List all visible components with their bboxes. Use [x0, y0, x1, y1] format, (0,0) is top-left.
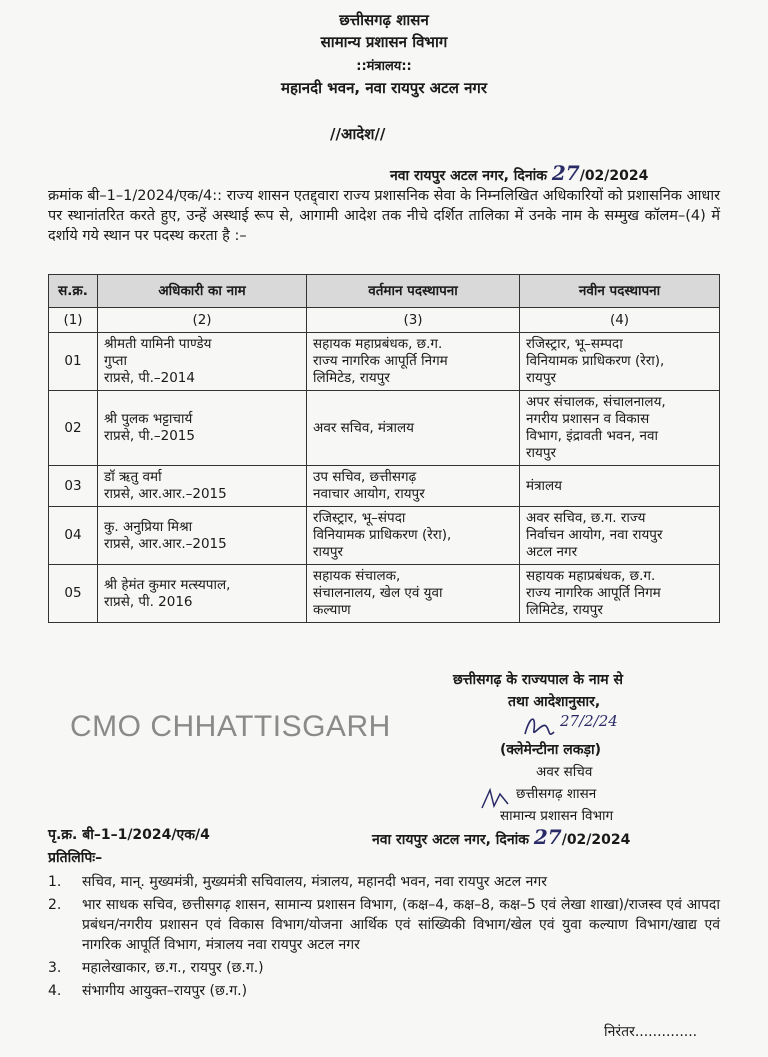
current-posting-cell	[307, 565, 520, 623]
current-posting-cell	[307, 333, 520, 391]
col-header-officer: अधिकारी का नाम	[98, 275, 307, 308]
copy-to-list	[48, 872, 720, 1004]
officer-name-cell	[98, 565, 307, 623]
column-number-row	[49, 308, 720, 333]
officer-name-cell-line: श्रीमती यामिनी पाण्डेय	[104, 336, 212, 352]
copy-to-item	[48, 895, 720, 955]
copy-to-item	[48, 958, 720, 978]
copy-to-number: 4.	[48, 983, 62, 999]
office-address: महानदी भवन, नवा रायपुर अटल नगर	[280, 79, 488, 97]
posting-table	[48, 274, 720, 623]
table-header-row	[49, 275, 720, 308]
new-posting-cell-line: लिमिटेड, रायपुर	[526, 602, 603, 618]
new-posting-cell-line: सहायक महाप्रबंधक, छ.ग.	[526, 568, 656, 584]
officer-name-cell	[98, 466, 307, 507]
officer-name-cell-line: श्री पुलक भट्टाचार्य	[104, 411, 193, 427]
officer-name-cell-line: राप्रसे, पी.–2014	[104, 370, 195, 386]
new-posting-cell	[520, 507, 720, 565]
table-row	[49, 333, 720, 391]
new-posting-cell-line: रजिस्ट्रार, भू–सम्पदा	[526, 336, 623, 352]
officer-name-cell-line: डॉ ऋतु वर्मा	[104, 469, 162, 485]
copy-to-number: 1.	[48, 874, 62, 890]
new-posting-cell-line: अवर सचिव, छ.ग. राज्य	[526, 510, 646, 526]
current-posting-cell-line: रायपुर	[313, 544, 344, 560]
col-number: (3)	[307, 308, 520, 333]
new-posting-cell-line: रायपुर	[526, 370, 557, 386]
current-posting-cell-line: राज्य नागरिक आपूर्ति निगम	[313, 353, 448, 369]
governor-authority-line: छत्तीसगढ़ के राज्यपाल के नाम से	[453, 672, 623, 688]
copy-to-heading: प्रतिलिपिः–	[48, 850, 103, 866]
order-reference: क्रमांक बी–1–1/2024/एक/4::	[48, 188, 223, 204]
officer-name-cell-line: राप्रसे, पी. 2016	[104, 593, 193, 610]
order-dateline	[390, 161, 648, 185]
copy-to-number: 3.	[48, 960, 62, 976]
current-posting-cell-line: कल्याण	[313, 602, 351, 618]
new-posting-cell-line: राज्य नागरिक आपूर्ति निगम	[526, 585, 661, 601]
table-row	[49, 466, 720, 507]
officer-designation: अवर सचिव	[536, 764, 593, 780]
current-posting-cell	[307, 391, 520, 466]
copy-to-number: 2.	[48, 897, 62, 913]
current-posting-cell-line: सहायक महाप्रबंधक, छ.ग.	[313, 336, 443, 352]
col-header-current-posting: वर्तमान पदस्थापना	[307, 275, 520, 308]
order-authority-line: तथा आदेशानुसार,	[508, 694, 601, 710]
new-posting-cell	[520, 466, 720, 507]
row-serial-number: 03	[49, 466, 98, 507]
row-serial-number: 01	[49, 333, 98, 391]
row-serial-number: 05	[49, 565, 98, 623]
new-posting-cell-line: विनियामक प्राधिकरण (रेरा),	[526, 353, 665, 369]
dateline-day: 27	[551, 161, 580, 185]
endorsement-month-year: /02/2024	[561, 832, 631, 848]
current-posting-cell-line: अवर सचिव, मंत्रालय	[313, 419, 414, 436]
table-row	[49, 565, 720, 623]
officer-department: सामान्य प्रशासन विभाग	[500, 808, 614, 824]
watermark: CMO CHHATTISGARH	[70, 710, 391, 743]
table-row	[49, 507, 720, 565]
copy-to-text: महालेखाकार, छ.ग., रायपुर (छ.ग.)	[82, 960, 264, 976]
officer-name-cell	[98, 507, 307, 565]
current-posting-cell-line: रजिस्ट्रार, भू–संपदा	[313, 510, 406, 526]
order-body-text: राज्य शासन एतद्द्वारा राज्य प्रशासनिक सेवा के निम्नलिखित अधिकारियों को प्रशासनिक आधार पर स्थानांतरित करते हुए, उन्हें अस्थाई रूप से, आगामी आदेश तक नीचे दर्शित तालिका में उनके नाम के सम्मुख कॉलम–(4) में दर्शाये गये स्थान पर पदस्थ करता है :–	[48, 188, 721, 244]
col-number: (2)	[98, 308, 307, 333]
current-posting-cell-line: संचालनालय, खेल एवं युवा	[313, 585, 443, 601]
dateline-month-year: /02/2024	[579, 168, 649, 184]
new-posting-cell-line: निर्वाचन आयोग, नवा रायपुर	[526, 527, 663, 543]
officer-name: (क्लेमेन्टीना लकड़ा)	[500, 742, 601, 758]
copy-to-text: भार साधक सचिव, छत्तीसगढ़ शासन, सामान्य प्रशासन विभाग, (कक्ष–4, कक्ष–8, कक्ष–5 एवं लेखा शाखा)/राजस्व एवं आपदा प्रबंधन/नगरीय प्रशासन एवं विकास विभाग/योजना आर्थिक एवं सांख्यिकी विभाग/खेल एवं युवा कल्याण विभाग/खाद्य एवं नागरिक आपूर्ति विभाग, मंत्रालय नवा रायपुर अटल नगर	[82, 897, 720, 953]
new-posting-cell	[520, 333, 720, 391]
endorsement-dateline	[372, 825, 630, 849]
current-posting-cell-line: सहायक संचालक,	[313, 568, 401, 584]
officer-name-cell-line: गुप्ता	[104, 353, 127, 369]
copy-to-text: संभागीय आयुक्त–रायपुर (छ.ग.)	[82, 983, 248, 999]
new-posting-cell-line: अटल नगर	[526, 544, 578, 560]
order-title: //आदेश//	[330, 125, 386, 143]
officer-name-cell-line: राप्रसे, आर.आर.–2015	[104, 535, 227, 552]
col-header-new-posting: नवीन पदस्थापना	[520, 275, 720, 308]
officer-name-cell-line: राप्रसे, पी.–2015	[104, 428, 195, 444]
department-name: सामान्य प्रशासन विभाग	[320, 33, 448, 51]
officer-government: छत्तीसगढ़ शासन	[516, 786, 597, 802]
gov-name: छत्तीसगढ़ शासन	[339, 11, 429, 29]
new-posting-cell-line: विभाग, इंद्रावती भवन, नवा	[526, 428, 659, 444]
new-posting-cell	[520, 565, 720, 623]
copy-to-item	[48, 872, 720, 892]
officer-name-cell-line: राप्रसे, आर.आर.–2015	[104, 486, 227, 502]
continued-marker: निरंतर..............	[604, 1024, 698, 1040]
col-number: (1)	[49, 308, 98, 333]
current-posting-cell-line: उप सचिव, छत्तीसगढ़	[313, 469, 417, 485]
new-posting-cell-line: अपर संचालक, संचालनालय,	[526, 394, 666, 410]
officer-name-cell-line: श्री हेमंत कुमार मत्स्यपाल,	[104, 576, 231, 593]
new-posting-cell-line: रायपुर	[526, 445, 557, 461]
new-posting-cell-line: नगरीय प्रशासन व विकास	[526, 411, 650, 427]
endorsement-place: नवा रायपुर अटल नगर, दिनांक	[372, 832, 529, 848]
copy-to-text: सचिव, मान्. मुख्यमंत्री, मुख्यमंत्री सचिवालय, मंत्रालय, महानदी भवन, नवा रायपुर अटल नगर	[82, 874, 547, 890]
current-posting-cell-line: नवाचार आयोग, रायपुर	[313, 486, 425, 502]
current-posting-cell-line: लिमिटेड, रायपुर	[313, 370, 390, 386]
new-posting-cell-line: मंत्रालय	[526, 477, 563, 494]
new-posting-cell	[520, 391, 720, 466]
row-serial-number: 04	[49, 507, 98, 565]
current-posting-cell-line: विनियामक प्राधिकरण (रेरा),	[313, 527, 452, 543]
officer-name-cell-line: कु. अनुप्रिया मिश्रा	[104, 518, 193, 535]
endorsement-reference: पृ.क्र. बी–1–1/2024/एक/4	[48, 827, 210, 843]
signature-date: 27/2/24	[560, 712, 618, 730]
order-intro	[48, 186, 720, 246]
office-name: ::मंत्रालय::	[356, 59, 412, 74]
endorsement-day: 27	[533, 825, 562, 849]
copy-to-item	[48, 981, 720, 1001]
col-header-serial: स.क्र.	[49, 275, 98, 308]
dateline-place: नवा रायपुर अटल नगर, दिनांक	[390, 168, 547, 184]
officer-name-cell	[98, 391, 307, 466]
current-posting-cell	[307, 507, 520, 565]
row-serial-number: 02	[49, 391, 98, 466]
col-number: (4)	[520, 308, 720, 333]
officer-name-cell	[98, 333, 307, 391]
current-posting-cell	[307, 466, 520, 507]
table-row	[49, 391, 720, 466]
